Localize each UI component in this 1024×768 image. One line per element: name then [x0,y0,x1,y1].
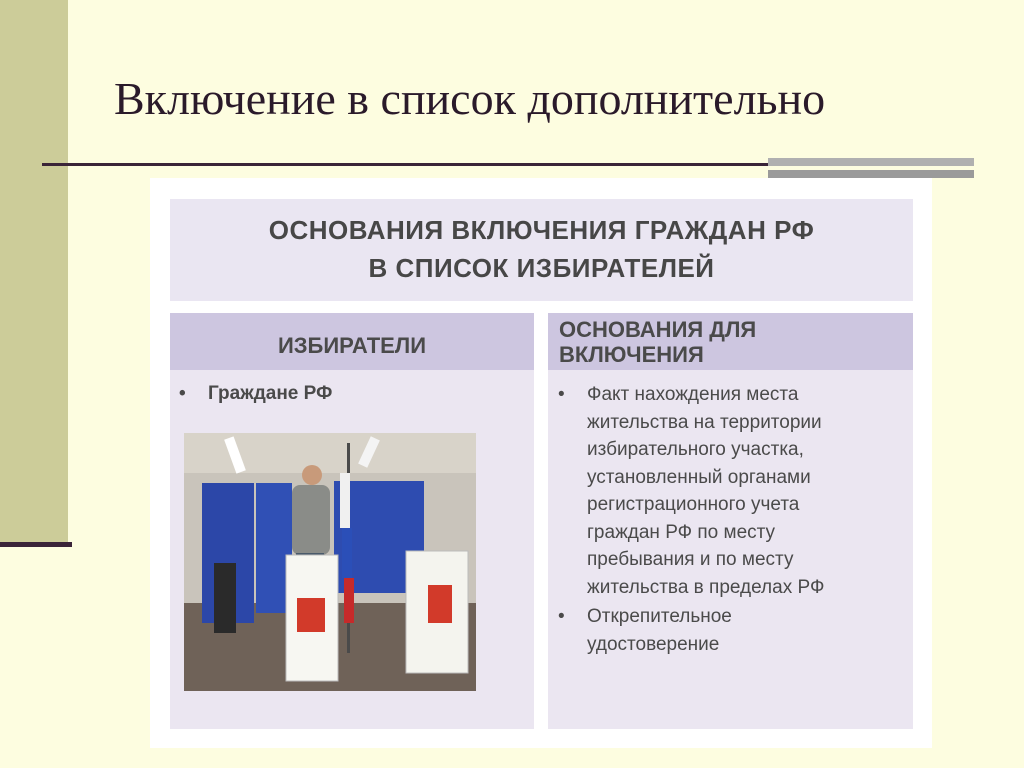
background-person [214,563,236,633]
accent-bar [768,170,974,178]
card-header-line: ОСНОВАНИЯ ВКЛЮЧЕНИЯ ГРАЖДАН РФ [268,215,815,245]
accent-bar [768,158,974,166]
list-item-line: жительства на территории [587,411,822,433]
list-item-line: установленный органами [587,466,811,488]
list-item-line: Факт нахождения места [587,384,799,405]
flag-red [344,578,354,623]
grounds-column-heading [548,313,913,370]
ballot-box-emblem [297,598,325,632]
grounds-column [548,313,913,729]
bullet-icon: • [558,384,565,405]
voter-head [302,465,322,485]
list-item [558,603,908,658]
voters-column-heading [170,313,534,370]
polling-station-photo [184,433,476,691]
list-item-line: удостоверение [587,633,720,655]
voters-heading-text: ИЗБИРАТЕЛИ [277,333,427,358]
list-item-text [558,603,908,658]
flag-blue [342,528,352,578]
grounds-heading-text: ВКЛЮЧЕНИЯ [559,342,704,367]
list-item-line: избирательного участка, [587,439,804,460]
voters-column [170,313,534,729]
slide-title: Включение в список дополнительно [114,73,826,124]
list-item-line: Открепительное [587,606,732,627]
infographic-card [150,178,932,748]
list-item [558,381,908,601]
list-item-line: регистрационного учета [587,494,800,515]
card-header [170,199,913,301]
list-item-line: жительства в пределах РФ [587,576,825,598]
bullet-icon: • [179,383,186,404]
list-item-text: Граждане РФ [208,383,333,404]
voter-body [292,485,330,555]
bullet-icon: • [558,606,565,627]
list-item [179,380,509,408]
ballot-box-emblem [428,585,452,623]
list-item-text [558,381,908,601]
side-decor-rule [0,542,72,547]
grounds-heading-text: ОСНОВАНИЯ ДЛЯ [559,317,757,342]
card-header-line: В СПИСОК ИЗБИРАТЕЛЕЙ [368,253,715,283]
flag-white [340,473,350,528]
list-item-line: граждан РФ по месту [587,521,776,543]
list-item-line: пребывания и по месту [587,549,794,570]
side-decor-bar [0,0,68,544]
